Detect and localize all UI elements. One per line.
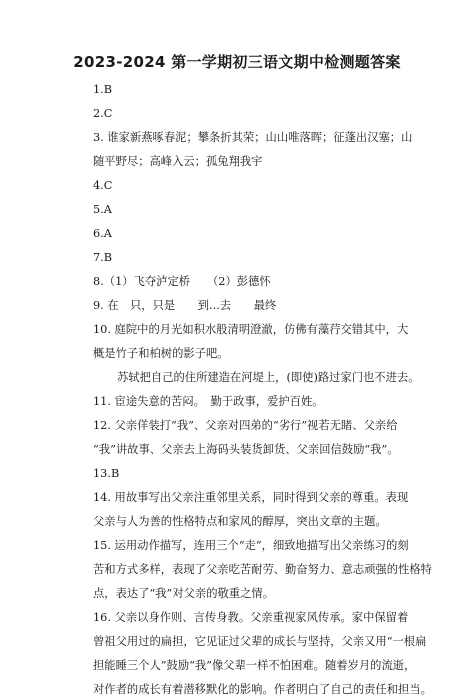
answer-12-line-2: “我”讲故事、父亲去上海码头装货卸货、父亲回信鼓励“我”。 bbox=[93, 443, 399, 456]
answer-3-line-2: 随平野尽；高峰入云；孤兔翔我宇 bbox=[93, 155, 263, 168]
answer-8: 8.（1）飞夺泸定桥 （2）彭德怀 bbox=[93, 275, 271, 288]
answer-6: 6.A bbox=[93, 227, 112, 240]
answer-16-line-1: 16. 父亲以身作则、言传身教。父亲重视家风传承。家中保留着 bbox=[93, 611, 409, 624]
answer-2: 2.C bbox=[93, 107, 113, 120]
answer-7: 7.B bbox=[93, 251, 113, 264]
answer-5: 5.A bbox=[93, 203, 112, 216]
answer-15-line-1: 15. 运用动作描写，连用三个“走”，细致地描写出父亲练习的刻 bbox=[93, 539, 409, 552]
answer-14-line-2: 父亲与人为善的性格特点和家风的醇厚，突出文章的主题。 bbox=[93, 515, 387, 528]
answer-11: 11. 宦途失意的苦闷。 勤于政事，爱护百姓。 bbox=[93, 395, 324, 408]
answer-10-line-3: 苏轼把自己的住所建造在河堤上，(即使)路过家门也不进去。 bbox=[117, 371, 420, 384]
answer-9: 9. 在 只，只是 到...去 最终 bbox=[93, 299, 277, 312]
answer-16-line-4: 对作者的成长有着潜移默化的影响。作者明白了自己的责任和担当。 bbox=[93, 683, 432, 696]
answer-13: 13.B bbox=[93, 467, 120, 480]
answer-10-line-1: 10. 庭院中的月光如积水般清明澄澈，仿佛有藻荇交错其中，大 bbox=[93, 323, 409, 336]
answer-list bbox=[93, 82, 432, 698]
answer-3-line-1: 3. 谁家新燕啄春泥；攀条折其荣；山山唯落晖；征蓬出汉塞；山 bbox=[93, 131, 413, 144]
answer-16-line-3: 担能睡三个人”鼓励“我”像父辈一样不怕困难。随着岁月的流逝， bbox=[93, 659, 416, 672]
document-title: 2023-2024 第一学期初三语文期中检测题答案 bbox=[73, 53, 401, 71]
answer-15-line-3: 点，表达了“我”对父亲的敬重之情。 bbox=[93, 587, 275, 600]
answer-15-line-2: 苦和方式多样，表现了父亲吃苦耐劳、勤奋努力、意志顽强的性格特 bbox=[93, 563, 432, 576]
answer-12-line-1: 12. 父亲佯装打“我”、父亲对四弟的“劣行”视若无睹、父亲给 bbox=[93, 419, 398, 432]
answer-14-line-1: 14. 用故事写出父亲注重邻里关系，同时得到父亲的尊重。表现 bbox=[93, 491, 409, 504]
answer-1: 1.B bbox=[93, 83, 113, 96]
answer-10-line-2: 概是竹子和柏树的影子吧。 bbox=[93, 347, 229, 360]
answer-4: 4.C bbox=[93, 179, 113, 192]
answer-16-line-2: 曾祖父用过的扁担，它见证过父辈的成长与坚持，父亲又用“一根扁 bbox=[93, 635, 427, 648]
